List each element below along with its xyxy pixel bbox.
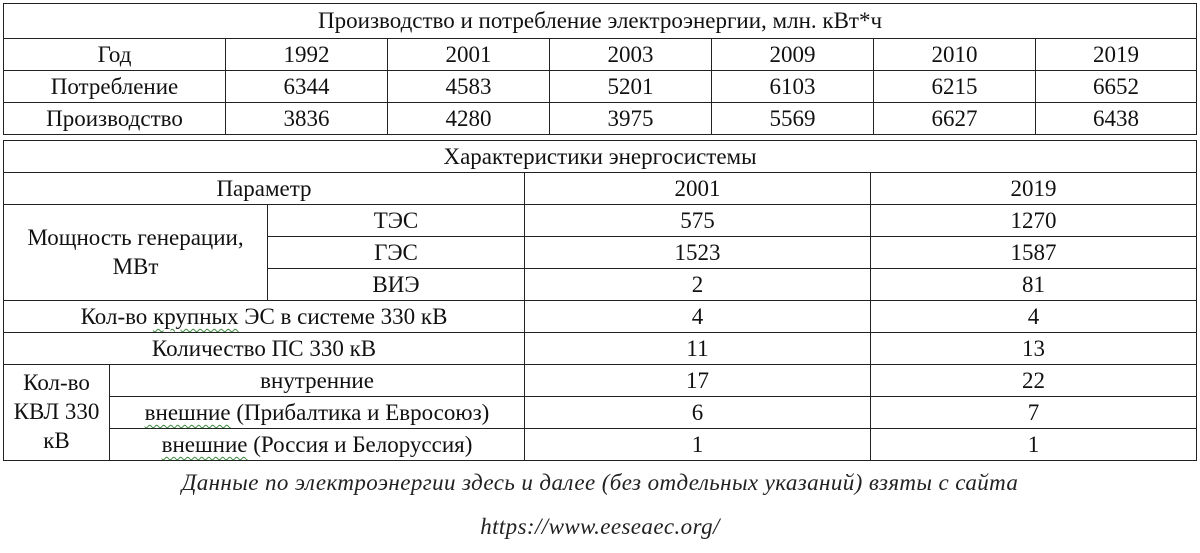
production-consumption-table — [3, 3, 1197, 135]
large-es-pre: Кол-во — [80, 303, 154, 329]
ps-2001: 11 — [525, 333, 871, 365]
year-cell: 2003 — [550, 39, 712, 71]
tes-2019: 1270 — [871, 205, 1197, 237]
tes-2001: 575 — [525, 205, 871, 237]
energy-system-table — [3, 140, 1197, 461]
output-cell: 3836 — [226, 103, 388, 135]
output-cell: 6438 — [1036, 103, 1197, 135]
year-row — [4, 39, 1197, 71]
year-b-header: 2019 — [871, 173, 1197, 205]
year-label: Год — [4, 39, 226, 71]
internal-label: внутренние — [110, 365, 525, 397]
production-table-title: Производство и потребление электроэнергии, млн. кВт*ч — [4, 4, 1197, 39]
year-cell: 1992 — [226, 39, 388, 71]
consumption-cell: 5201 — [550, 71, 712, 103]
large-es-post: ЭС в системе 330 кВ — [238, 303, 448, 329]
consumption-cell: 6652 — [1036, 71, 1197, 103]
ges-2001: 1523 — [525, 237, 871, 269]
ext-russia-2001: 1 — [525, 429, 871, 461]
kvl-label: Кол-во КВЛ 330 кВ — [4, 365, 110, 461]
ext-baltic-rest: (Прибалтика и Евросоюз) — [230, 399, 490, 425]
output-cell: 5569 — [712, 103, 874, 135]
internal-2001: 17 — [525, 365, 871, 397]
ext-russia-2019: 1 — [871, 429, 1197, 461]
footnote-source-text: Данные по электроэнергии здесь и далее (без отдельных указаний) взяты с сайта — [181, 470, 1019, 495]
system-table-title: Характеристики энергосистемы — [4, 141, 1197, 173]
ext-russia-word: внешние — [161, 431, 248, 457]
ext-russia-row — [4, 429, 1197, 461]
ext-baltic-2019: 7 — [871, 397, 1197, 429]
internal-2019: 22 — [871, 365, 1197, 397]
ps-row — [4, 333, 1197, 365]
ext-russia-rest: (Россия и Белоруссия) — [247, 431, 473, 457]
ges-2019: 1587 — [871, 237, 1197, 269]
year-cell: 2001 — [388, 39, 550, 71]
param-header: Параметр — [4, 173, 525, 205]
large-es-2001: 4 — [525, 301, 871, 333]
large-es-row — [4, 301, 1197, 333]
vie-2001: 2 — [525, 269, 871, 301]
ext-baltic-row — [4, 397, 1197, 429]
internal-row — [4, 365, 1197, 397]
consumption-cell: 4583 — [388, 71, 550, 103]
tes-row — [4, 205, 1197, 237]
consumption-label: Потребление — [4, 71, 226, 103]
capacity-label: Мощность генерации, МВт — [4, 205, 268, 301]
header-row — [4, 173, 1197, 205]
ext-baltic-2001: 6 — [525, 397, 871, 429]
large-es-2019: 4 — [871, 301, 1197, 333]
output-label: Производство — [4, 103, 226, 135]
consumption-cell: 6215 — [874, 71, 1036, 103]
ps-2019: 13 — [871, 333, 1197, 365]
vie-2019: 81 — [871, 269, 1197, 301]
footnote-url: https://www.eeseaec.org/ — [480, 514, 720, 539]
large-es-mid: крупных — [153, 303, 239, 329]
vie-label: ВИЭ — [268, 269, 525, 301]
year-cell: 2010 — [874, 39, 1036, 71]
consumption-cell: 6103 — [712, 71, 874, 103]
ext-baltic-label — [110, 397, 525, 429]
consumption-row — [4, 71, 1197, 103]
ext-baltic-word: внешние — [144, 399, 231, 425]
ges-label: ГЭС — [268, 237, 525, 269]
output-cell: 3975 — [550, 103, 712, 135]
ps-label: Количество ПС 330 кВ — [4, 333, 525, 365]
consumption-cell: 6344 — [226, 71, 388, 103]
large-es-label — [4, 301, 525, 333]
year-cell: 2019 — [1036, 39, 1197, 71]
year-a-header: 2001 — [525, 173, 871, 205]
output-cell: 6627 — [874, 103, 1036, 135]
ext-russia-label — [110, 429, 525, 461]
year-cell: 2009 — [712, 39, 874, 71]
tes-label: ТЭС — [268, 205, 525, 237]
output-cell: 4280 — [388, 103, 550, 135]
output-row — [4, 103, 1197, 135]
